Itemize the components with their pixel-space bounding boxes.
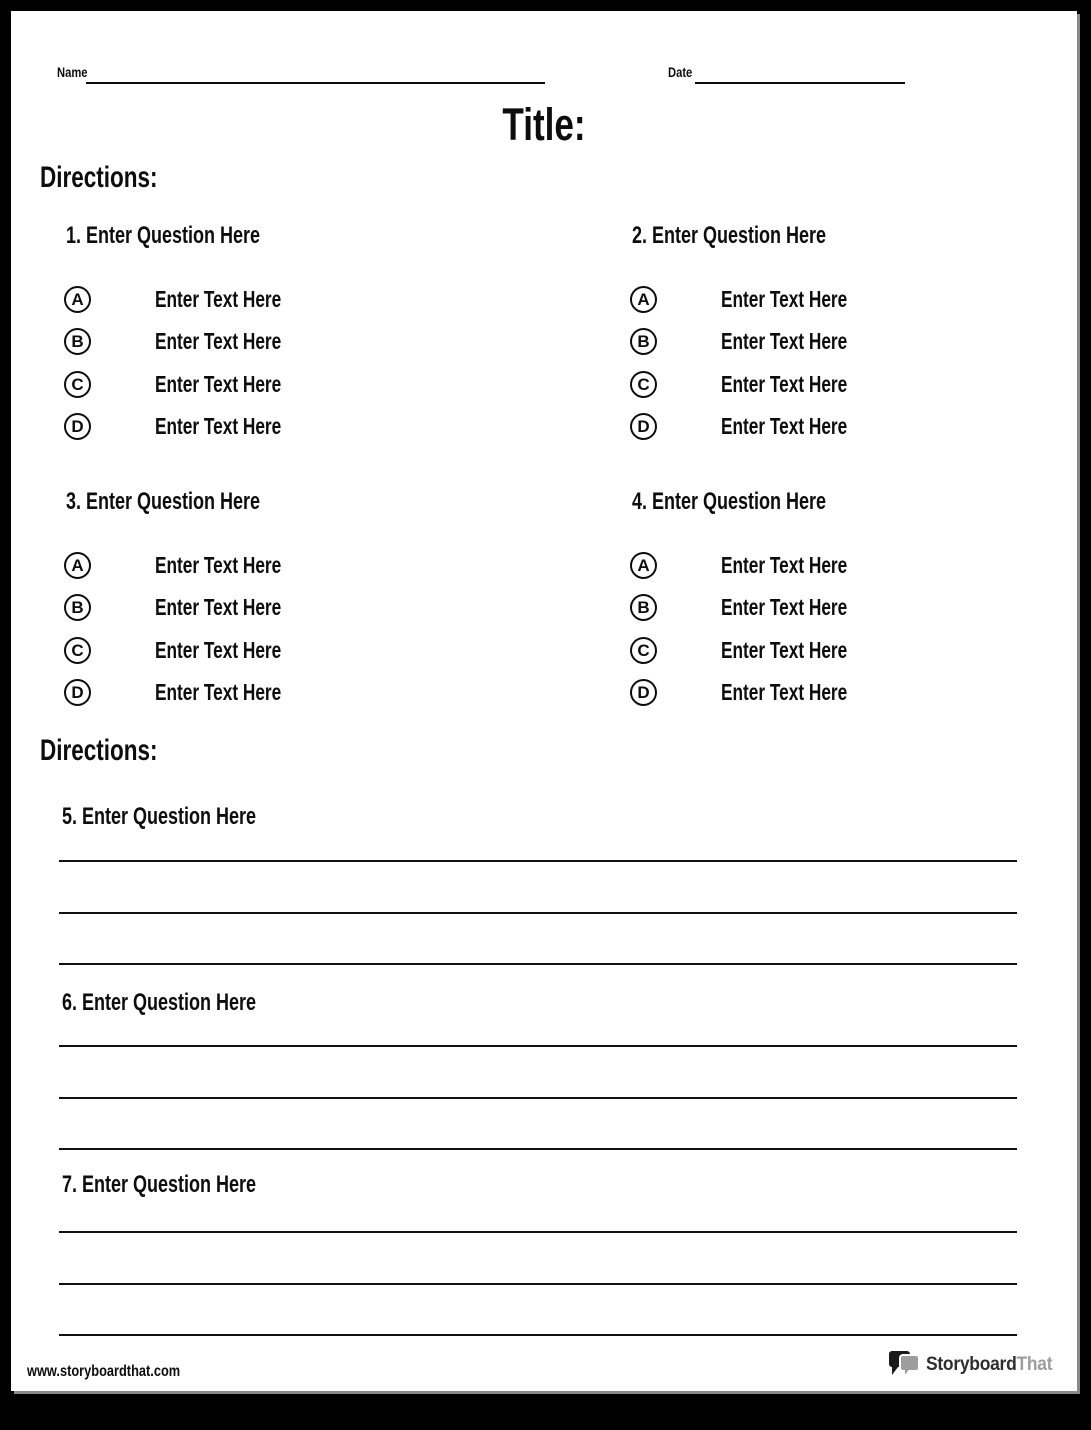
speech-bubbles-icon — [887, 1349, 921, 1379]
option-bubble-a[interactable] — [64, 286, 91, 313]
option-text: Enter Text Here — [721, 636, 848, 663]
option-bubble-b[interactable] — [64, 328, 91, 355]
answer-line-6-3[interactable] — [59, 1148, 1017, 1150]
option-letter: C — [71, 640, 84, 660]
option-bubble-c[interactable] — [630, 637, 657, 664]
option-row — [64, 328, 564, 356]
question-1-label: 1. Enter Question Here — [66, 222, 261, 249]
option-letter: A — [637, 555, 650, 575]
option-text: Enter Text Here — [155, 636, 282, 663]
question-4-label: 4. Enter Question Here — [632, 488, 827, 515]
option-row — [630, 636, 1091, 664]
option-bubble-b[interactable] — [64, 594, 91, 621]
option-text: Enter Text Here — [155, 594, 282, 620]
option-letter: C — [71, 374, 84, 394]
question-block-3 — [64, 489, 564, 707]
option-bubble-c[interactable] — [64, 371, 91, 398]
logo-wordmark — [926, 1355, 1052, 1374]
option-row — [64, 594, 564, 622]
option-letter: C — [637, 374, 650, 394]
option-text: Enter Text Here — [155, 551, 282, 578]
option-bubble-c[interactable] — [64, 637, 91, 664]
option-letter: D — [71, 417, 84, 436]
option-letter: A — [71, 555, 84, 575]
option-bubble-b[interactable] — [630, 594, 657, 621]
option-letter: B — [71, 598, 84, 617]
option-text: Enter Text Here — [155, 370, 282, 397]
option-bubble-d[interactable] — [630, 679, 657, 706]
option-row — [630, 413, 1091, 441]
option-row — [630, 679, 1091, 707]
option-letter: D — [637, 417, 650, 436]
option-row — [630, 328, 1091, 356]
question-6-label: 6. Enter Question Here — [62, 989, 257, 1016]
option-letter: B — [71, 332, 84, 351]
question-block-2 — [630, 223, 1091, 441]
option-bubble-a[interactable] — [630, 552, 657, 579]
question-5-label: 5. Enter Question Here — [62, 803, 257, 830]
option-bubble-c[interactable] — [630, 371, 657, 398]
option-row — [630, 285, 1091, 313]
directions-heading-1: Directions: — [40, 161, 158, 194]
option-text: Enter Text Here — [721, 679, 848, 705]
option-row — [630, 551, 1091, 579]
question-2-label: 2. Enter Question Here — [632, 222, 827, 249]
answer-line-6-2[interactable] — [59, 1097, 1017, 1099]
option-text: Enter Text Here — [721, 285, 848, 312]
option-row — [64, 679, 564, 707]
answer-line-5-2[interactable] — [59, 912, 1017, 914]
option-text: Enter Text Here — [155, 679, 282, 705]
option-row — [64, 551, 564, 579]
answer-line-7-1[interactable] — [59, 1231, 1017, 1233]
directions-heading-2: Directions: — [40, 734, 158, 767]
option-text: Enter Text Here — [721, 370, 848, 397]
option-bubble-a[interactable] — [630, 286, 657, 313]
option-text: Enter Text Here — [155, 413, 282, 439]
date-label: Date — [668, 64, 693, 80]
option-letter: A — [71, 289, 84, 309]
option-text: Enter Text Here — [721, 551, 848, 578]
answer-line-7-2[interactable] — [59, 1283, 1017, 1285]
option-row — [64, 636, 564, 664]
option-letter: D — [71, 683, 84, 702]
option-row — [630, 594, 1091, 622]
option-text: Enter Text Here — [155, 285, 282, 312]
option-letter: D — [637, 683, 650, 702]
question-4-options — [630, 551, 1091, 707]
answer-line-5-3[interactable] — [59, 963, 1017, 965]
option-text: Enter Text Here — [721, 328, 848, 354]
footer-url: www.storyboardthat.com — [27, 1363, 181, 1380]
option-text: Enter Text Here — [721, 594, 848, 620]
logo-text-that: That — [1016, 1353, 1053, 1375]
option-text: Enter Text Here — [155, 328, 282, 354]
storyboardthat-logo — [887, 1349, 1063, 1379]
question-block-4 — [630, 489, 1091, 707]
option-letter: B — [637, 332, 650, 351]
question-3-options — [64, 551, 564, 707]
question-1-options — [64, 285, 564, 441]
option-bubble-d[interactable] — [64, 413, 91, 440]
question-2-options — [630, 285, 1091, 441]
question-block-1 — [64, 223, 564, 441]
option-bubble-d[interactable] — [64, 679, 91, 706]
answer-line-7-3[interactable] — [59, 1334, 1017, 1336]
worksheet-page — [11, 11, 1077, 1391]
date-input-line[interactable] — [695, 82, 905, 84]
option-row — [64, 413, 564, 441]
option-text: Enter Text Here — [721, 413, 848, 439]
option-bubble-d[interactable] — [630, 413, 657, 440]
name-input-line[interactable] — [86, 82, 545, 84]
name-label: Name — [57, 64, 88, 80]
logo-text-storyboard: Storyboard — [925, 1353, 1017, 1375]
option-bubble-a[interactable] — [64, 552, 91, 579]
option-letter: C — [637, 640, 650, 660]
option-row — [64, 285, 564, 313]
option-letter: A — [637, 289, 650, 309]
question-7-label: 7. Enter Question Here — [62, 1171, 257, 1198]
answer-line-5-1[interactable] — [59, 860, 1017, 862]
option-letter: B — [637, 598, 650, 617]
answer-line-6-1[interactable] — [59, 1045, 1017, 1047]
page-title: Title: — [502, 99, 586, 150]
question-3-label: 3. Enter Question Here — [66, 488, 261, 515]
option-row — [64, 370, 564, 398]
option-row — [630, 370, 1091, 398]
option-bubble-b[interactable] — [630, 328, 657, 355]
